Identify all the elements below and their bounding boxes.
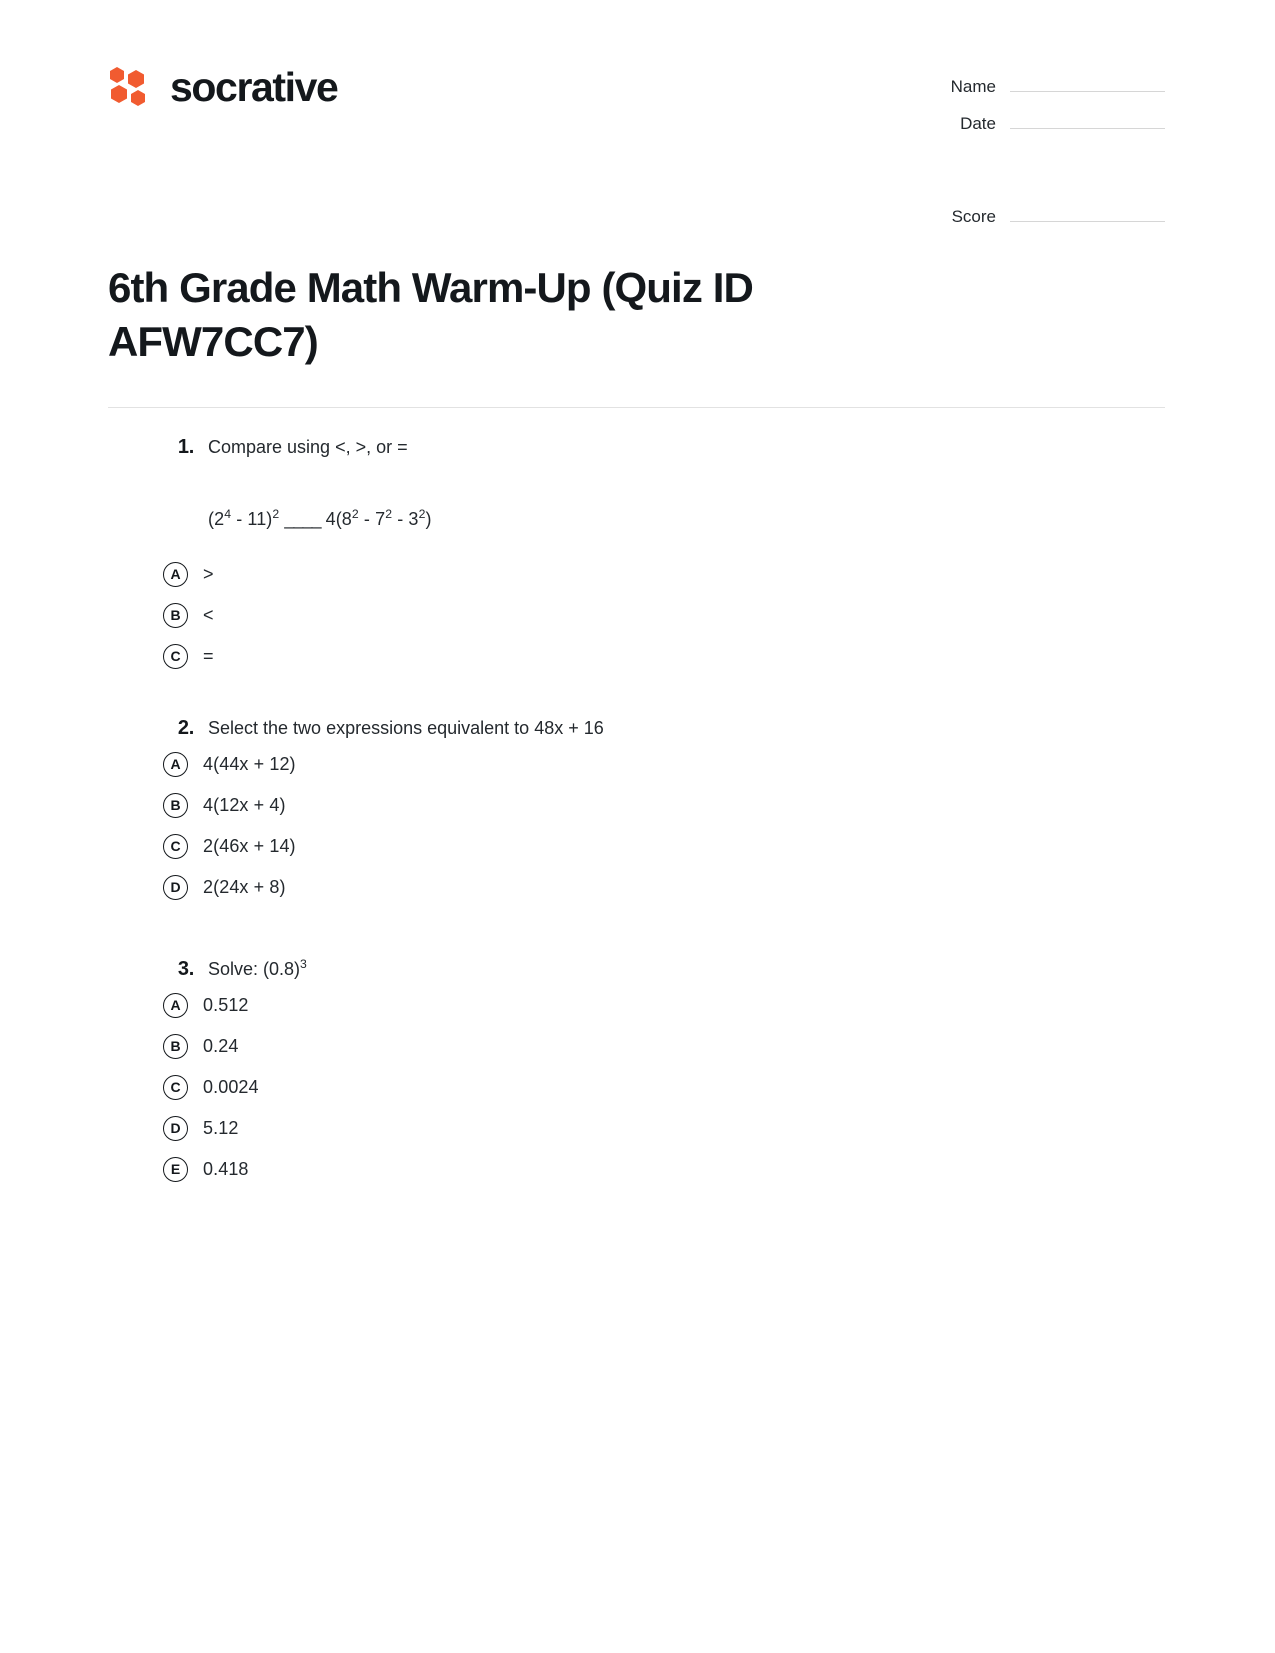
choice-label-c: 0.0024 xyxy=(203,1076,259,1097)
choice-bubble-b[interactable]: B xyxy=(163,603,188,628)
expression-right-a: 4(8 xyxy=(325,508,352,529)
question-1-expression xyxy=(108,506,1167,530)
choice-label-d: 2(24x + 8) xyxy=(203,876,286,897)
hexagon-logo-icon xyxy=(108,64,154,110)
questions-list xyxy=(0,408,1275,1182)
question-3-choices xyxy=(108,993,1167,1182)
choice-option[interactable] xyxy=(163,752,1167,777)
choice-label-a: 0.512 xyxy=(203,994,249,1015)
choice-bubble-c[interactable]: C xyxy=(163,1075,188,1100)
choice-label-b: 4(12x + 4) xyxy=(203,794,286,815)
page-header xyxy=(0,0,1275,239)
choice-option[interactable] xyxy=(163,603,1167,628)
expression-left-exponent-2: 2 xyxy=(272,506,280,521)
name-input-line[interactable] xyxy=(1010,72,1165,92)
choice-option[interactable] xyxy=(163,562,1167,587)
choice-option[interactable] xyxy=(163,644,1167,669)
expression-right-d: ) xyxy=(425,508,432,529)
choice-option[interactable] xyxy=(163,793,1167,818)
choice-bubble-d[interactable]: D xyxy=(163,1116,188,1141)
expression-blank[interactable]: ____ xyxy=(284,508,321,529)
score-input-line[interactable] xyxy=(1010,202,1165,222)
question-2-header xyxy=(108,715,1167,742)
question-1-header xyxy=(108,434,1167,461)
choice-bubble-d[interactable]: D xyxy=(163,875,188,900)
expression-right-exponent-c: 2 xyxy=(418,506,426,521)
question-2-text: Select the two expressions equivalent to 48x + 16 xyxy=(208,717,604,738)
choice-label-e: 0.418 xyxy=(203,1158,249,1179)
expression-right-exponent-b: 2 xyxy=(385,506,393,521)
choice-label-b: < xyxy=(203,604,214,625)
question-2-number: 2. xyxy=(177,716,194,739)
choice-bubble-e[interactable]: E xyxy=(163,1157,188,1182)
choice-bubble-c[interactable]: C xyxy=(163,644,188,669)
question-1-number: 1. xyxy=(177,435,194,458)
score-field-row xyxy=(927,202,1165,227)
choice-label-a: > xyxy=(203,563,214,584)
choice-bubble-a[interactable]: A xyxy=(163,562,188,587)
question-3-exponent: 3 xyxy=(300,956,307,971)
page-title: 6th Grade Math Warm-Up (Quiz ID AFW7CC7) xyxy=(108,264,753,365)
student-info-fields xyxy=(927,56,1165,239)
title-area xyxy=(0,239,1076,369)
question-1 xyxy=(108,434,1167,669)
expression-right-c: - 3 xyxy=(392,508,419,529)
question-1-choices xyxy=(108,562,1167,669)
score-label: Score xyxy=(951,207,996,226)
brand-name: socrative xyxy=(170,63,338,110)
expression-right-b: - 7 xyxy=(358,508,386,529)
choice-bubble-b[interactable]: B xyxy=(163,1034,188,1059)
choice-label-d: 5.12 xyxy=(203,1117,239,1138)
choice-option[interactable] xyxy=(163,1075,1167,1100)
date-label: Date xyxy=(960,114,996,133)
choice-label-c: 2(46x + 14) xyxy=(203,835,296,856)
name-label: Name xyxy=(950,77,996,96)
choice-label-c: = xyxy=(203,645,214,666)
expression-left-mid: - 11) xyxy=(231,508,273,529)
date-field-row xyxy=(927,109,1165,134)
question-3-header xyxy=(108,956,1167,983)
choice-bubble-b[interactable]: B xyxy=(163,793,188,818)
choice-option[interactable] xyxy=(163,875,1167,900)
name-field-row xyxy=(927,72,1165,97)
expression-left-base: (2 xyxy=(208,508,225,529)
choice-option[interactable] xyxy=(163,1157,1167,1182)
choice-label-a: 4(44x + 12) xyxy=(203,753,296,774)
expression-right-exponent-a: 2 xyxy=(351,506,359,521)
date-input-line[interactable] xyxy=(1010,109,1165,129)
question-3-text-prefix: Solve: (0.8) xyxy=(208,958,301,979)
choice-option[interactable] xyxy=(163,993,1167,1018)
choice-bubble-a[interactable]: A xyxy=(163,752,188,777)
expression-left-exponent: 4 xyxy=(224,506,232,521)
choice-option[interactable] xyxy=(163,1034,1167,1059)
choice-option[interactable] xyxy=(163,1116,1167,1141)
choice-option[interactable] xyxy=(163,834,1167,859)
question-3-text xyxy=(208,956,307,983)
choice-bubble-c[interactable]: C xyxy=(163,834,188,859)
question-3-number: 3. xyxy=(177,957,194,980)
socrative-logo xyxy=(108,56,337,110)
question-2 xyxy=(108,715,1167,900)
question-1-text: Compare using <, >, or = xyxy=(208,436,408,457)
choice-bubble-a[interactable]: A xyxy=(163,993,188,1018)
question-3 xyxy=(108,956,1167,1182)
choice-label-b: 0.24 xyxy=(203,1035,239,1056)
question-2-choices xyxy=(108,752,1167,900)
